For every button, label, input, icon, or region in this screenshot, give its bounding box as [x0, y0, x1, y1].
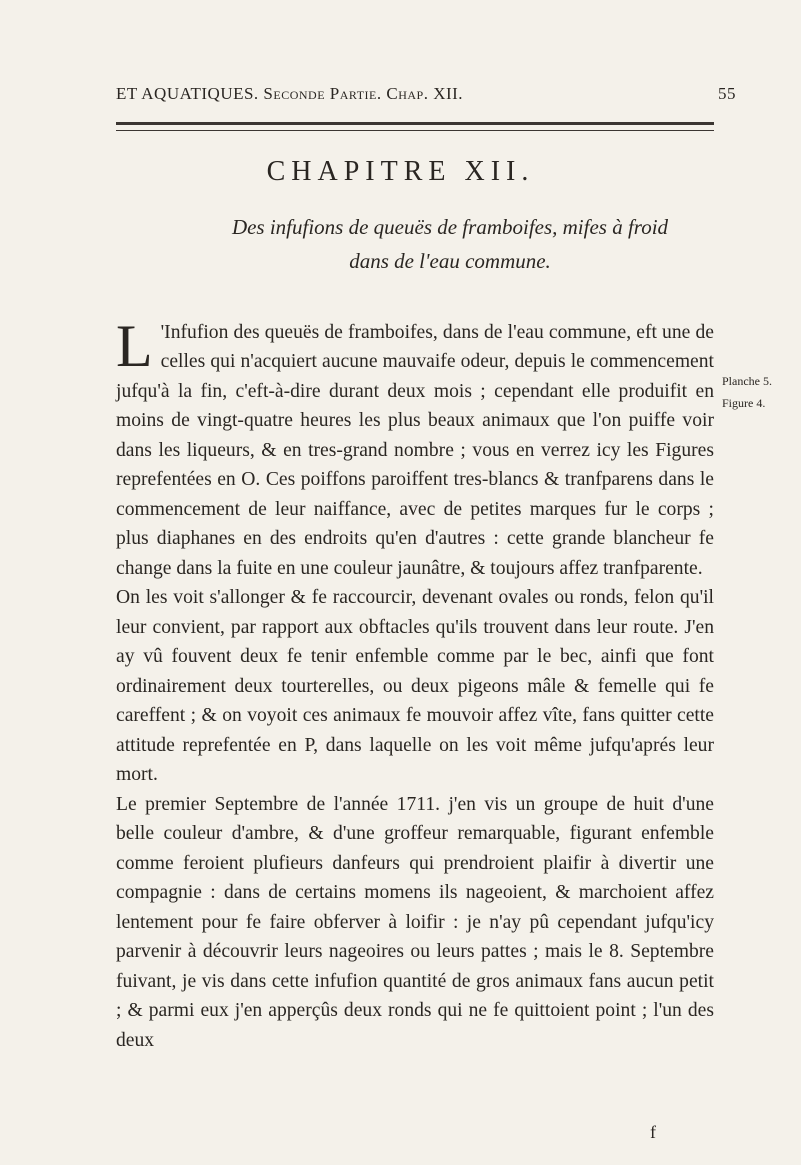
body-paragraphs: 'Infufion des queuës de framboifes, dans de l'eau commune, eft une de celles qui n'acquiert aucune mauvaife odeur, depuis le commencement jufqu'à la fin, c'eft-à-dire durant deux mois ; cependant elle produifit en moins de vingt-quatre heures les plus beaux animaux que l'on puiffe voir dans les liqueurs, & en tres-grand nombre ; vous en verrez icy les Figures reprefentées en O. Ces poiffons paroiffent tres-blancs & tranfparens dans le commencement de leur naiffance, avec de petites marques fur le corps ; plus diaphanes en des endroits qu'en d'autres : cette grande blancheur fe change dans la fuite en une couleur jaunâtre, & toujours affez tranfparente. On les voit s'allonger & fe raccourcir, devenant ovales ou ronds, felon qu'il leur convient, par rapport aux obftacles qu'ils trouvent dans leur route. J'en ay vû fouvent deux fe tenir enfemble comme par le bec, ainfi que font ordinairement deux tourterelles, ou deux pigeons mâle & femelle qui fe careffent ; & on voyoit ces animaux fe mouvoir affez vîte, fans quitter cette attitude reprefentée en P, dans laquelle on les voit même jufqu'aprés leur mort. Le premier Septembre de l'année 1711. j'en vis un groupe de huit d'une belle couleur d'ambre, & d'une groffeur remarquable, figurant enfemble comme feroient plufieurs danfeurs qui prendroient plaifir à divertir une compagnie : dans de certains momens ils nageoient, & marchoient affez lentement pour fe faire obferver à loifir : je n'ay pû cependant jufqu'icy parvenir à découvrir leurs nageoires ou leurs pattes ; mais le 8. Septembre fuivant, je vis dans cette infufion quantité de gros animaux fans aucun petit ; & parmi eux j'en apperçûs deux ronds qui ne fe quittoient point ; l'un des deux [116, 321, 714, 1051]
margin-note [722, 370, 772, 414]
running-head [116, 84, 736, 104]
margin-note-figure: Figure 4. [722, 396, 766, 410]
chapter-subtitle: Des infufions de queuës de framboifes, mifes à froid dans de l'eau commune. [231, 215, 669, 273]
catchword: f [650, 1122, 656, 1142]
margin-note-plate: Planche 5. [722, 374, 772, 388]
drop-cap: L [116, 312, 153, 379]
body-text [116, 288, 714, 1055]
chapter-title: CHAPITRE XII. [266, 156, 535, 187]
page-number: 55 [718, 84, 736, 103]
running-head-title: ET AQUATIQUES. Seconde Partie. Chap. XII. [116, 84, 464, 103]
ornamental-rule [116, 122, 714, 131]
